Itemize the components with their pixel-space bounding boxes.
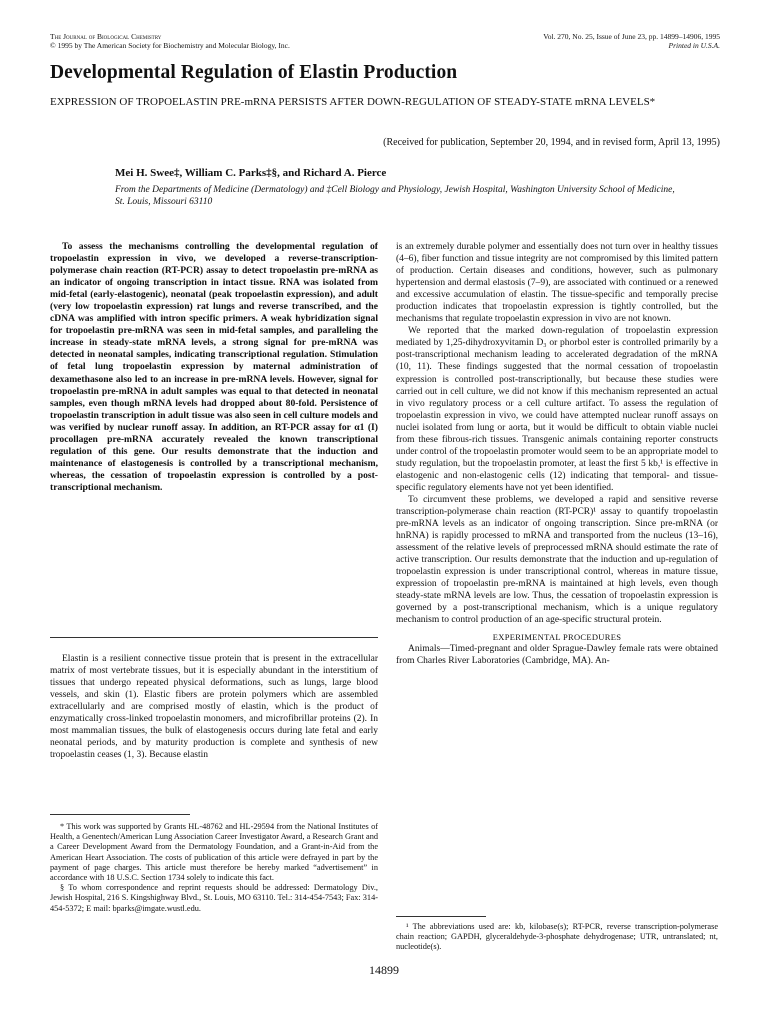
footnote-correspondence: § To whom correspondence and reprint requests should be addressed: Dermatology Div., Jewish Hospital, 216 S. Kingshighway Blvd., St. Louis, MO 63110. Tel.: 314-454-7543; Fax: 314-454-5372; E mail: bparks@imgate.wustl.edu.: [50, 883, 378, 913]
journal-header-left: [50, 32, 290, 50]
page-number: 14899: [369, 963, 399, 977]
footnote-abbreviations: ¹ The abbreviations used are: kb, kilobase(s); RT-PCR, reverse transcription-polymerase chain reaction; GAPDH, glyceraldehyde-3-phosphate dehydrogenase; UTR, untranslated; nt, nucleotide(s).: [396, 922, 718, 952]
footnote-funding: * This work was supported by Grants HL-48762 and HL-29594 from the National Institutes of Health, a Genentech/American Lung Association Career Investigator Award, a Research Grant and a Career Development Award from the Dermatology Foundation, and a Grant-in-Aid from the American Heart Association. The costs of publication of this article were defrayed in part by the payment of page charges. This article must therefore be hereby marked “advertisement” in accordance with 18 U.S.C. Section 1734 solely to indicate this fact.: [50, 822, 378, 883]
article-subtitle: EXPRESSION OF TROPOELASTIN PRE-mRNA PERSISTS AFTER DOWN-REGULATION OF STEADY-STATE mRNA LEVELS*: [50, 96, 656, 108]
printed-line: Printed in U.S.A.: [668, 41, 720, 50]
copyright-line: © 1995 by The American Society for Biochemistry and Molecular Biology, Inc.: [50, 41, 290, 50]
right-paragraph-4: Animals—Timed-pregnant and older Sprague-Dawley female rats were obtained from Charles River Laboratories (Cambridge, MA). An-: [396, 643, 718, 666]
abstract-text: To assess the mechanisms controlling the developmental regulation of tropoelastin expression in vivo, we developed a reverse-transcription-polymerase chain reaction (RT-PCR) assay to detect tropoelastin pre-mRNA as an indicator of ongoing transcription in intact tissue. RNA was isolated from mid-fetal (early-elastogenic), neonatal (peak tropoelastin expression), and adult (very low tropoelastin expression) rat lungs and reverse transcribed, and the cDNA was amplified with intron specific primers. A weak hybridization signal for tropoelastin pre-mRNA was seen in mid-fetal samples, and paralleling the increase in steady-state mRNA levels, a strong signal for pre-mRNA was detected in neonatal samples, indicating transcriptional regulation. Stimulation of fetal lung tropoelastin expression by maternal administration of dexamethasone also led to an increase in pre-mRNA levels. However, signal for tropoelastin pre-mRNA in adult samples was equal to that detected in neonatal samples, even though mRNA levels had dropped about 80-fold. Persistence of tropoelastin transcription in adult tissue was also seen in cell culture models and was verified by nuclear runoff assay. In addition, an RT-PCR assay for α1 (I) procollagen pre-mRNA accurately revealed the known transcriptional regulation of this gene. Our results demonstrate that the induction and maintenance of elastogenesis is controlled by a transcriptional mechanism, whereas, the cessation of tropoelastin expression is controlled by a post-transcriptional mechanism.: [50, 241, 378, 493]
introduction-left: [50, 653, 378, 761]
received-dates: (Received for publication, September 20, 1994, and in revised form, April 13, 1995): [383, 137, 720, 148]
right-paragraph-3: To circumvent these problems, we developed a rapid and sensitive reverse transcription-polymerase chain reaction (RT-PCR)¹ assay to quantify tropoelastin pre-mRNA levels as an indicator of ongoing transcription. Since pre-mRNA (or hnRNA) is rapidly processed to mRNA and transported from the nucleus (13–16), assessment of the relative levels of preprocessed mRNA should estimate the rate of active transcription. Our results demonstrate that the induction and up-regulation of tropoelastin expression is under transcriptional control, whereas in mature tissue, expression of tropoelastin pre-mRNA is maintained at high levels, even though steady-state mRNA levels are low. Thus, the cessation of tropoelastin expression is governed by a post-transcriptional mechanism, which is a unique regulatory mechanism to control production of an age-specific structural protein.: [396, 494, 718, 626]
right-paragraph-2: We reported that the marked down-regulation of tropoelastin expression mediated by 1,25-dihydroxyvitamin D₃ or phorbol ester is controlled primarily by a post-transcriptional mechanism leading to accelerated degradation of the mRNA (10, 11). These findings suggested that the normal cessation of tropoelastin expression is controlled post-transcriptionally, but because these studies were carried out in cell culture, we did not know if this mechanism represented an actual in vivo regulatory process or a cell culture artifact. To assess the regulation of tropoelastin expression in vivo, we could have attempted nuclear runoff assays on nuclei isolated from lung or aorta, but it would be difficult to obtain viable nuclei from these fibrous-rich tissues. Transgenic animals containing reporter constructs under control of the tropoelastin promoter would seem to be an appropriate model to study regulation, but the tropoelastin promoter, at least the first 5 kb,¹ is effective in elastogenic and non-elastogenic cells (12) indicating that temporal- and tissue-specific regulatory elements have not yet been identified.: [396, 326, 718, 493]
journal-header-right: [543, 32, 720, 50]
right-paragraph-1: is an extremely durable polymer and essentially does not turn over in healthy tissues (4–6), fiber function and tissue integrity are not compromised by this limited pattern of production. Certain diseases and conditions, however, such as pulmonary hypertension and dermal elastosis (7–9), are associated with continued or a renewed and excessive accumulation of elastin. The tissue-specific and temporally precise production indicates that tropoelastin expression is tightly controlled, but the mechanisms that regulate tropoelastin expression in vivo are not known.: [396, 242, 718, 325]
footnote-divider-right: [396, 916, 486, 917]
section-heading: EXPERIMENTAL PROCEDURES: [492, 631, 622, 642]
footnote-divider-left: [50, 814, 190, 815]
journal-name: The Journal of Biological Chemistry: [50, 32, 162, 41]
author-list: Mei H. Swee‡, William C. Parks‡§, and Richard A. Pierce: [115, 167, 387, 179]
abstract-divider: [50, 637, 378, 638]
right-column: [396, 241, 718, 667]
volume-line: Vol. 270, No. 25, Issue of June 23, pp. 14899–14906, 1995: [543, 32, 720, 41]
author-affiliation: From the Departments of Medicine (Dermatology) and ‡Cell Biology and Physiology, Jewish Hospital, Washington University School of Medicine, St. Louis, Missouri 63110: [115, 185, 675, 207]
abstract: [50, 241, 378, 494]
intro-paragraph: Elastin is a resilient connective tissue protein that is present in the extracellular matrix of most vertebrate tissues, but it is especially abundant in the interstitium of tissues that undergo repeated physical deformations, such as lungs, large blood vessels, and skin (1). Elastic fibers are protein polymers which are assembled extracellularly and are comprised mostly of elastin, which is the product of enzymatically cross-linked tropoelastin monomers, and microfibrillar proteins (2). In most mammalian tissues, the bulk of elastogenesis occurs during late fetal and early neonatal periods, and by maturity production is complete and synthesis of new tropoelastin ceases (1, 3). Because elastin: [50, 654, 378, 761]
article-title: Developmental Regulation of Elastin Production: [50, 62, 458, 83]
footnotes-left: [50, 822, 378, 914]
footnotes-right: [396, 922, 718, 953]
